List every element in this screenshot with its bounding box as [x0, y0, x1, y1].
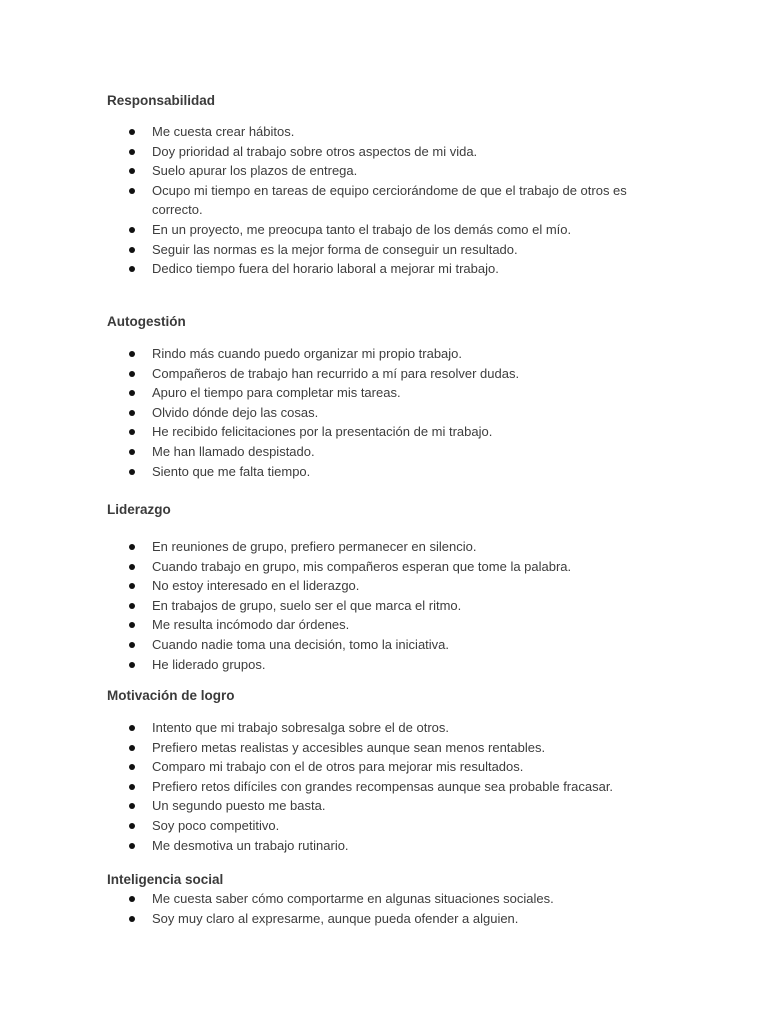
- list-item: [107, 181, 672, 220]
- list-item: [107, 757, 672, 777]
- list-item-text: Me han llamado despistado.: [152, 443, 315, 459]
- bullet-icon: [129, 351, 135, 357]
- bullet-list: [107, 537, 707, 674]
- section-autogestion: [107, 313, 707, 481]
- bullet-icon: [129, 266, 135, 272]
- list-item: [107, 161, 672, 181]
- list-item: [107, 557, 672, 577]
- section-title: Responsabilidad: [107, 93, 216, 108]
- bullet-icon: [129, 916, 135, 922]
- list-item: [107, 889, 672, 909]
- bullet-icon: [129, 745, 135, 751]
- bullet-icon: [129, 564, 135, 570]
- bullet-icon: [129, 764, 135, 770]
- list-item-text: Me cuesta saber cómo comportarme en algunas situaciones sociales.: [152, 891, 554, 906]
- section-responsabilidad: [107, 92, 707, 279]
- bullet-list: [107, 122, 707, 279]
- list-item: [107, 383, 672, 403]
- bullet-icon: [129, 583, 135, 589]
- bullet-icon: [129, 803, 135, 809]
- list-item-text: En reuniones de grupo, prefiero permanecer en silencio.: [152, 539, 477, 554]
- bullet-icon: [129, 662, 135, 668]
- list-item: [107, 142, 672, 162]
- bullet-icon: [129, 247, 135, 253]
- bullet-icon: [129, 371, 135, 377]
- bullet-list: [107, 889, 707, 928]
- list-item: [107, 777, 672, 797]
- list-item-text: Rindo más cuando puedo organizar mi propio trabajo.: [152, 346, 463, 361]
- list-item-text: Apuro el tiempo para completar mis tareas.: [152, 385, 401, 401]
- bullet-icon: [129, 896, 135, 902]
- list-item-text: Me desmotiva un trabajo rutinario.: [152, 837, 349, 853]
- list-item-text: Suelo apurar los plazos de entrega.: [152, 163, 358, 179]
- list-item: [107, 836, 672, 856]
- list-item-text: Prefiero retos difíciles con grandes recompensas aunque sea probable fracasar.: [152, 778, 614, 794]
- bullet-icon: [129, 544, 135, 550]
- bullet-icon: [129, 227, 135, 233]
- list-item-text: No estoy interesado en el liderazgo.: [152, 578, 360, 594]
- bullet-icon: [129, 843, 135, 849]
- list-item-text: Siento que me falta tiempo.: [152, 463, 311, 479]
- list-item: [107, 635, 672, 655]
- list-item-text: Compañeros de trabajo han recurrido a mí para resolver dudas.: [152, 365, 520, 381]
- bullet-list: [107, 344, 707, 481]
- list-item-text: En un proyecto, me preocupa tanto el trabajo de los demás como el mío.: [152, 221, 572, 237]
- section-title: Inteligencia social: [107, 872, 224, 887]
- list-item: [107, 462, 672, 482]
- list-item-text: He liderado grupos.: [152, 656, 266, 672]
- list-item-text: En trabajos de grupo, suelo ser el que marca el ritmo.: [152, 597, 462, 613]
- list-item: [107, 403, 672, 423]
- list-item: [107, 816, 672, 836]
- list-item-text: Cuando trabajo en grupo, mis compañeros esperan que tome la palabra.: [152, 558, 572, 574]
- bullet-icon: [129, 188, 135, 194]
- list-item: [107, 364, 672, 384]
- list-item: [107, 738, 672, 758]
- list-item: [107, 442, 672, 462]
- bullet-icon: [129, 603, 135, 609]
- section-title: Liderazgo: [107, 502, 171, 517]
- section-inteligencia-social: [107, 871, 707, 928]
- list-item-text: Comparo mi trabajo con el de otros para mejorar mis resultados.: [152, 759, 524, 775]
- bullet-icon: [129, 725, 135, 731]
- list-item-text: Intento que mi trabajo sobresalga sobre el de otros.: [152, 720, 450, 735]
- list-item: [107, 596, 672, 616]
- list-item: [107, 422, 672, 442]
- bullet-icon: [129, 429, 135, 435]
- bullet-icon: [129, 642, 135, 648]
- bullet-icon: [129, 129, 135, 135]
- list-item-text: He recibido felicitaciones por la presentación de mi trabajo.: [152, 424, 493, 440]
- bullet-icon: [129, 390, 135, 396]
- list-item-text: Un segundo puesto me basta.: [152, 798, 326, 814]
- list-item: [107, 909, 672, 929]
- bullet-icon: [129, 823, 135, 829]
- list-item-text: Me resulta incómodo dar órdenes.: [152, 617, 350, 633]
- bullet-icon: [129, 449, 135, 455]
- list-item-text: Olvido dónde dejo las cosas.: [152, 404, 319, 420]
- section-liderazgo: [107, 501, 707, 674]
- list-item-text: Dedico tiempo fuera del horario laboral a mejorar mi trabajo.: [152, 261, 499, 277]
- list-item-text: Soy muy claro al expresarme, aunque pueda ofender a alguien.: [152, 910, 519, 926]
- list-item-text: Seguir las normas es la mejor forma de conseguir un resultado.: [152, 241, 518, 257]
- section-title: Motivación de logro: [107, 688, 235, 703]
- list-item-text: Prefiero metas realistas y accesibles aunque sean menos rentables.: [152, 739, 546, 755]
- bullet-icon: [129, 469, 135, 475]
- list-item: [107, 718, 672, 738]
- section-motivacion-de-logro: [107, 687, 707, 855]
- list-item: [107, 259, 672, 279]
- list-item: [107, 220, 672, 240]
- list-item-text: Soy poco competitivo.: [152, 817, 280, 833]
- bullet-list: [107, 718, 707, 855]
- list-item: [107, 655, 672, 675]
- bullet-icon: [129, 168, 135, 174]
- list-item: [107, 537, 672, 557]
- list-item-text: Me cuesta crear hábitos.: [152, 124, 295, 139]
- list-item-text: Ocupo mi tiempo en tareas de equipo cerciorándome de que el trabajo de otros es correcto.: [152, 182, 627, 218]
- section-title: Autogestión: [107, 314, 186, 329]
- bullet-icon: [129, 410, 135, 416]
- list-item: [107, 615, 672, 635]
- list-item-text: Cuando nadie toma una decisión, tomo la iniciativa.: [152, 636, 450, 652]
- bullet-icon: [129, 622, 135, 628]
- list-item-text: Doy prioridad al trabajo sobre otros aspectos de mi vida.: [152, 143, 478, 159]
- bullet-icon: [129, 149, 135, 155]
- list-item: [107, 576, 672, 596]
- list-item: [107, 344, 672, 364]
- list-item: [107, 240, 672, 260]
- list-item: [107, 122, 672, 142]
- bullet-icon: [129, 784, 135, 790]
- list-item: [107, 796, 672, 816]
